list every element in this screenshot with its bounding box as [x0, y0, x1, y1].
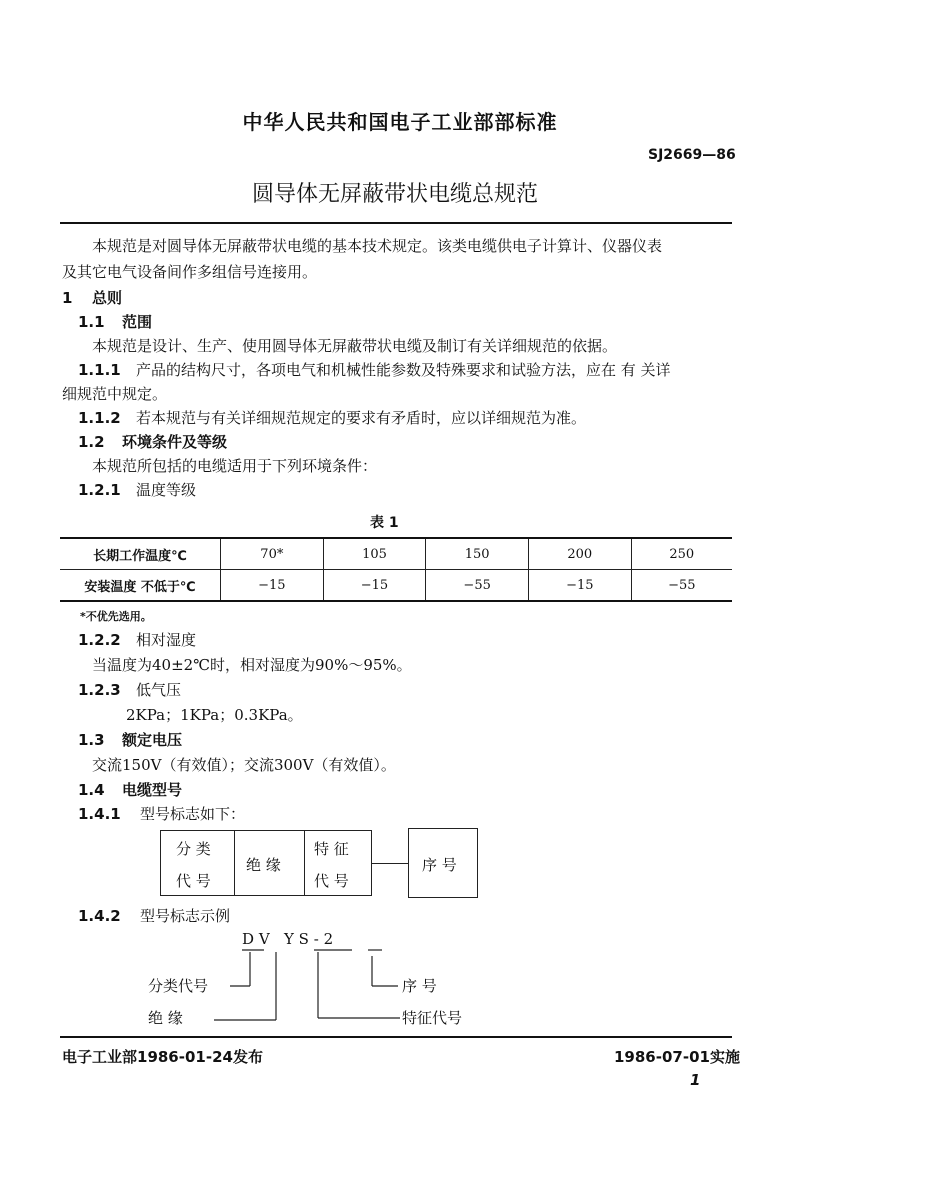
section-1-1-text: 本规范是设计、生产、使用圆导体无屏蔽带状电缆及制订有关详细规范的依据。 [92, 337, 618, 355]
section-1-title: 总则 [92, 289, 123, 307]
table-cell: −15 [221, 570, 324, 602]
example-label-serial: 序 号 [402, 977, 437, 995]
example-label-feature: 特征代号 [402, 1009, 463, 1027]
section-1-2-2-number: 1.2.2 [78, 631, 121, 649]
section-1-4-1-number: 1.4.1 [78, 805, 121, 823]
issued-date: 电子工业部1986-01-24发布 [62, 1048, 263, 1066]
table-cell: −55 [631, 570, 732, 602]
code-char-serial: 2 [323, 930, 334, 948]
title-rule [60, 222, 732, 224]
section-1-4-2-title: 型号标志示例 [140, 907, 231, 925]
example-label-category: 分类代号 [148, 977, 209, 995]
section-1-1-title: 范围 [122, 313, 153, 331]
code-char-feature-1: Y [283, 930, 294, 948]
section-1-3-text: 交流150V（有效值）；交流300V（有效值）。 [92, 756, 396, 774]
feature-code-label-2: 代 号 [314, 872, 349, 890]
intro-paragraph-line1: 本规范是对圆导体无屏蔽带状电缆的基本技术规定。该类电缆供电子计算计、仪器仪表 [92, 237, 663, 255]
page-number: 1 [690, 1071, 701, 1089]
example-label-insulation: 绝 缘 [148, 1009, 183, 1027]
feature-code-label-1: 特 征 [314, 840, 349, 858]
section-1-3-number: 1.3 [78, 731, 105, 749]
code-char-feature-2: S [298, 930, 309, 948]
footer-rule [60, 1036, 732, 1038]
document-title: 圆导体无屏蔽带状电缆总规范 [251, 182, 538, 207]
serial-label: 序 号 [422, 856, 457, 874]
designation-divider [234, 830, 235, 896]
standard-code: SJ2669—86 [648, 147, 736, 163]
section-1-1-number: 1.1 [78, 313, 105, 331]
table-cell: −15 [528, 570, 631, 602]
table-row-label: 安装温度 不低于℃ [84, 579, 196, 595]
section-1-4-2-number: 1.4.2 [78, 907, 121, 925]
temperature-table [60, 537, 732, 602]
section-1-2-title: 环境条件及等级 [122, 433, 228, 451]
table-cell: 70* [221, 538, 324, 570]
effective-date: 1986-07-01实施 [614, 1048, 740, 1066]
org-title: 中华人民共和国电子工业部部标准 [242, 110, 558, 134]
table-cell: −15 [323, 570, 426, 602]
table-footnote: *不优先选用。 [80, 610, 152, 623]
category-code-label-1: 分 类 [176, 840, 211, 858]
section-1-1-1-number: 1.1.1 [78, 361, 121, 379]
code-char-category: D [242, 930, 255, 948]
code-char-dash: - [313, 930, 319, 948]
section-1-4-number: 1.4 [78, 781, 105, 799]
section-1-1-1-text: 产品的结构尺寸，各项电气和机械性能参数及特殊要求和试验方法，应在 有 关详 [136, 361, 671, 379]
section-1-2-3-title: 低气压 [136, 681, 182, 699]
table-row-label: 长期工作温度℃ [60, 538, 221, 570]
section-1-2-1-number: 1.2.1 [78, 481, 121, 499]
section-1-4-title: 电缆型号 [122, 781, 183, 799]
designation-divider [304, 830, 305, 896]
table-cell: 250 [631, 538, 732, 570]
section-1-2-2-title: 相对湿度 [136, 631, 197, 649]
section-1-4-1-title: 型号标志如下： [140, 805, 246, 823]
section-1-2-text: 本规范所包括的电缆适用于下列环境条件： [92, 457, 378, 475]
intro-paragraph-line2: 及其它电气设备间作多组信号连接用。 [62, 263, 318, 281]
section-1-2-number: 1.2 [78, 433, 105, 451]
table-cell: 150 [426, 538, 529, 570]
category-code-label-2: 代 号 [176, 872, 211, 890]
table-row [60, 570, 732, 602]
table-cell: 200 [528, 538, 631, 570]
designation-connector [372, 863, 408, 864]
section-1-3-title: 额定电压 [122, 731, 183, 749]
section-1-2-3-text: 2KPa；1KPa；0.3KPa。 [126, 706, 303, 724]
insulation-label: 绝 缘 [246, 856, 281, 874]
table-caption: 表 1 [370, 515, 399, 531]
section-1-1-2-text: 若本规范与有关详细规范规定的要求有矛盾时，应以详细规范为准。 [136, 409, 587, 427]
table-row [60, 538, 732, 570]
section-1-2-1-title: 温度等级 [136, 481, 197, 499]
section-1-2-2-text: 当温度为40±2℃时，相对湿度为90%～95%。 [92, 656, 412, 674]
table-cell: −55 [426, 570, 529, 602]
code-char-insulation: V [258, 930, 270, 948]
section-1-1-1-text-cont: 细规范中规定。 [62, 385, 168, 403]
section-1-2-3-number: 1.2.3 [78, 681, 121, 699]
section-1-number: 1 [62, 289, 73, 307]
table-cell: 105 [323, 538, 426, 570]
section-1-1-2-number: 1.1.2 [78, 409, 121, 427]
